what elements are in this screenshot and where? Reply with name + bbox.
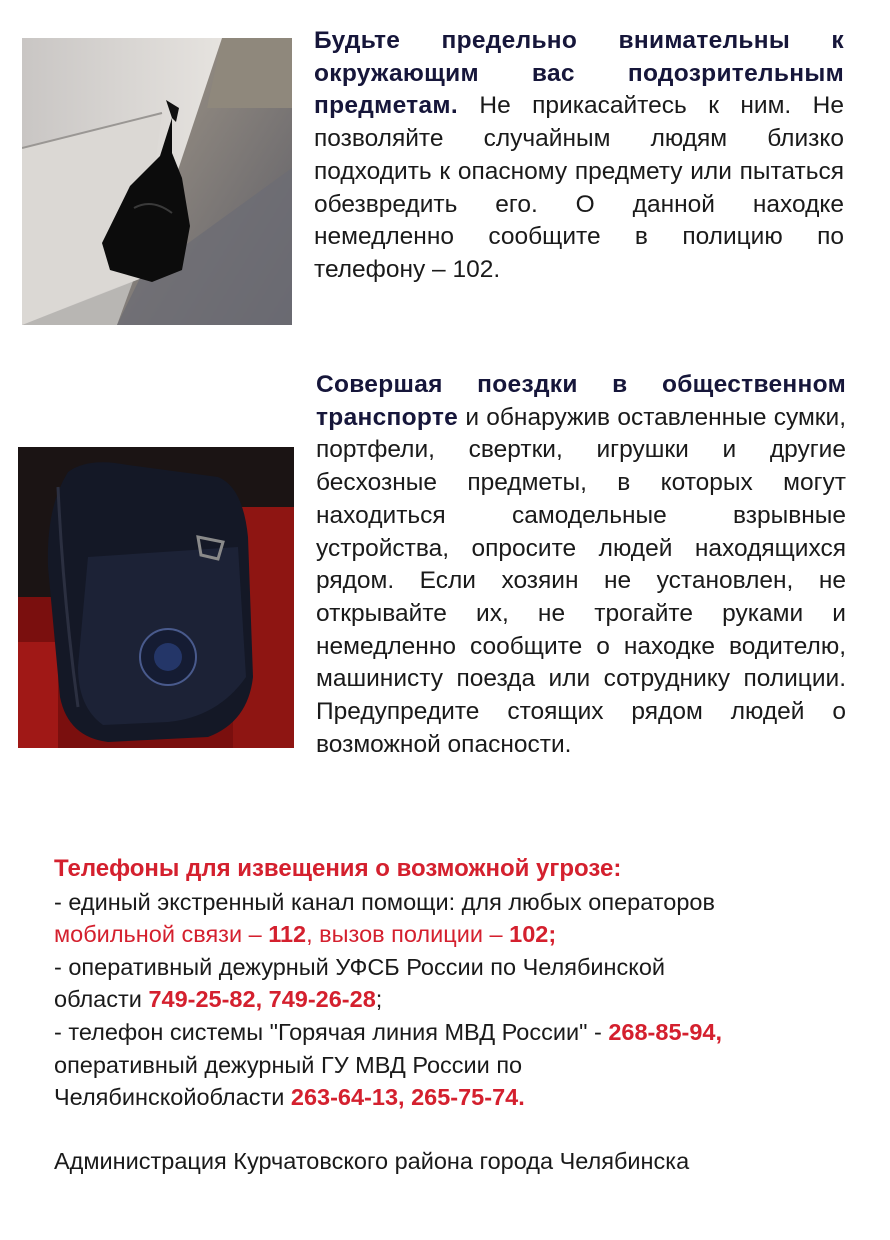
mvd-phones: 263-64-13, 265-75-74 (290, 1084, 519, 1111)
public-transport-paragraph (316, 369, 846, 761)
suspicious-items-lead: Будьте предельно внимательны к окружающим вас подозрительным предметам. (314, 27, 844, 120)
phones-line-5 (54, 1016, 869, 1049)
phones-line-7 (54, 1081, 869, 1114)
hotline-label: - телефон системы "Горячая линия МВД России" - (54, 1018, 609, 1045)
suspicious-items-paragraph (314, 25, 844, 287)
fsb-phones: 749-25-82, 749-26-28 (148, 986, 376, 1013)
phones-line-1: - единый экстренный канал помощи: для любых операторов (54, 888, 715, 915)
emergency-phones-section (54, 853, 869, 1114)
phones-title: Телефоны для извещения о возможной угрозе: (54, 855, 622, 882)
signature: Администрация Курчатовского района города Челябинска (54, 1148, 690, 1174)
mvd-region-label: Челябинскойобласти (54, 1084, 291, 1111)
public-transport-text: и обнаружив оставленные сумки, портфели, свертки, игрушки и другие бесхозные предметы, в которых могут находиться самодельные взрывные устройства, опросите людей находящихся рядом. Если хозяин не установлен, не открывайте их, не трогайте руками и немедленно сообщите о находке водителю, машинисту поезда или сотруднику полиции. Предупредите стоящих рядом людей о возможной опасности. (316, 403, 846, 758)
hotline-phone: 268-85-94, (608, 1018, 723, 1045)
police-label: , вызов полиции – (306, 921, 510, 948)
phones-line-6: оперативный дежурный ГУ МВД России по (54, 1051, 523, 1078)
mobile-label: мобильной связи – (54, 921, 269, 948)
phone-102: 102; (509, 921, 557, 948)
public-transport-lead: Совершая поездки в общественном транспорте (316, 371, 846, 431)
region-label: области (54, 986, 149, 1013)
suspicious-items-text: Не прикасайтесь к ним. Не позволяйте случайным людям близко подходить к опасному предмету или пытаться обезвредить его. О данной находке немедленно сообщите в полицию по телефону – 102. (314, 92, 844, 283)
phone-112: 112 (268, 921, 307, 948)
dark-bag-photo (18, 447, 294, 748)
phones-line-4-end: ; (375, 986, 383, 1013)
black-bag-photo (22, 38, 292, 325)
phones-line-7-end: . (518, 1084, 525, 1111)
phones-line-2 (54, 918, 869, 951)
phones-line-3: - оперативный дежурный УФСБ России по Челябинской (54, 953, 666, 980)
phones-line-4 (54, 983, 869, 1016)
